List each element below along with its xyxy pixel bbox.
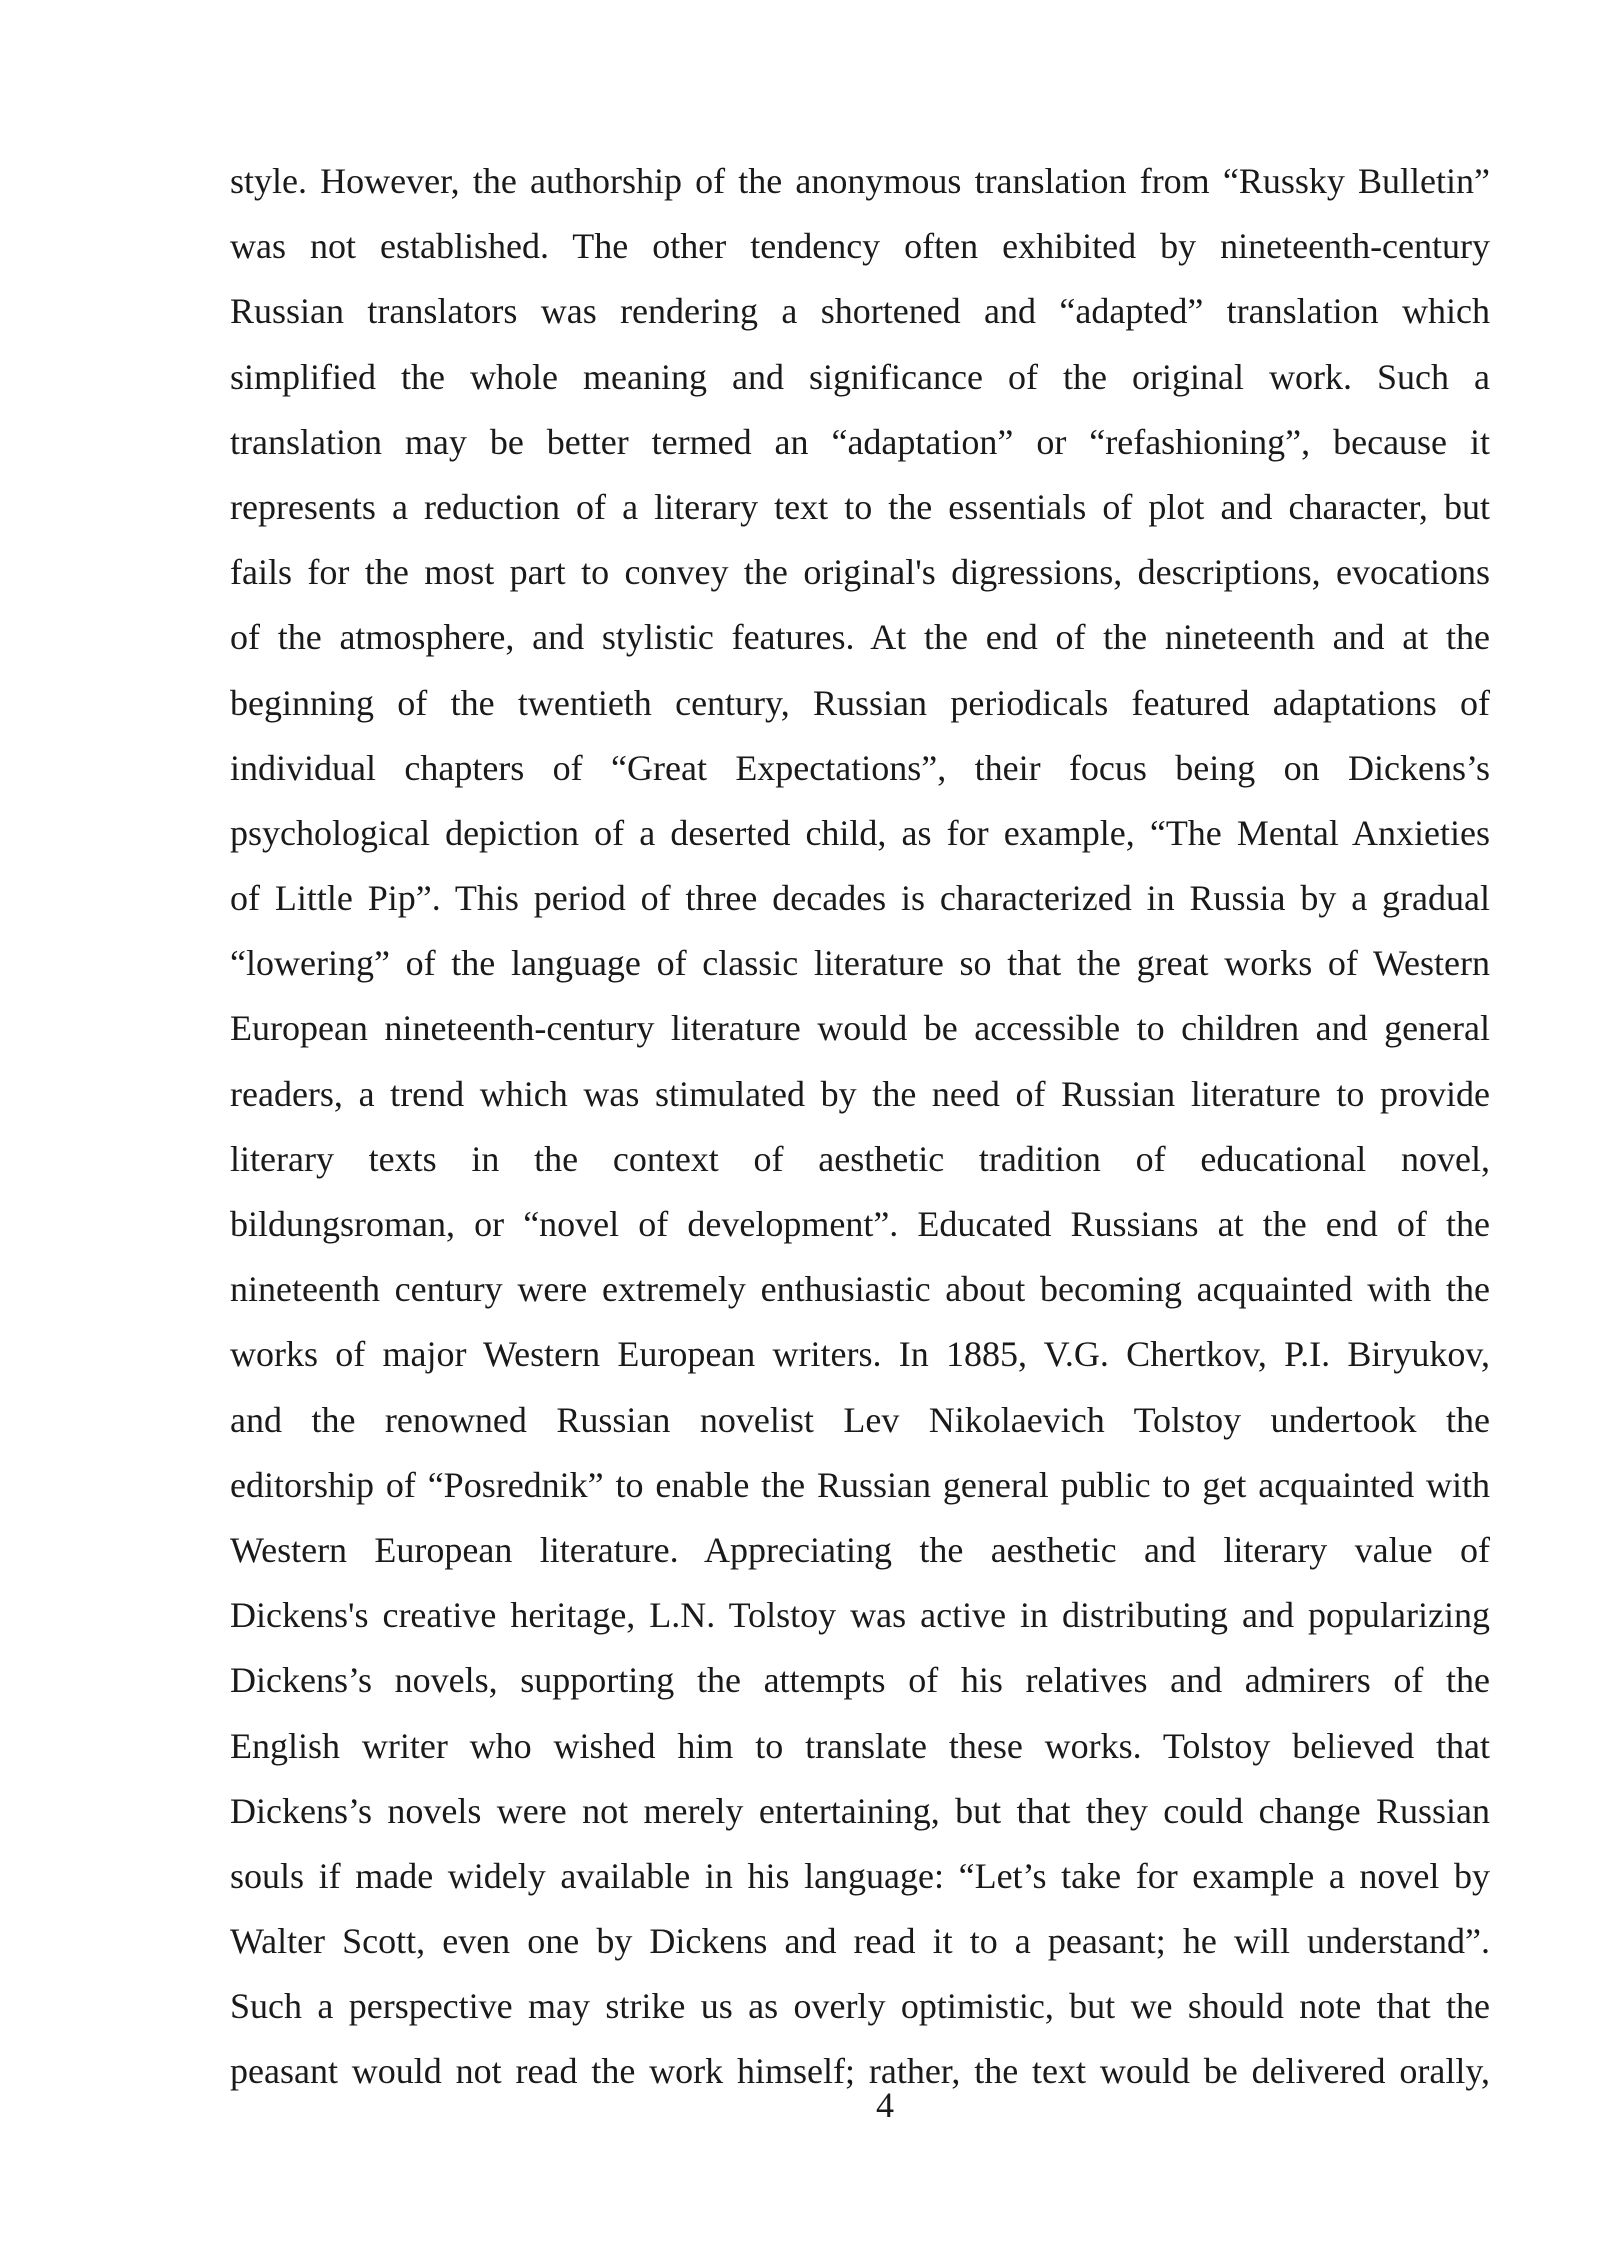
text-line: of the atmosphere, and stylistic features. At the end of the nineteenth and at the	[230, 617, 1490, 658]
text-line: simplified the whole meaning and significance of the original work. Such a	[230, 356, 1490, 397]
text-line: represents a reduction of a literary text to the essentials of plot and character, but	[230, 486, 1490, 527]
text-line: style. However, the authorship of the anonymous translation from “Russky Bulletin”	[230, 161, 1490, 201]
text-line: Dickens’s novels, supporting the attempts of his relatives and admirers of the	[230, 1660, 1490, 1701]
text-line: translation may be better termed an “adaptation” or “refashioning”, because it	[230, 421, 1490, 462]
text-line: Russian translators was rendering a shortened and “adapted” translation which	[230, 291, 1490, 332]
text-line: Dickens’s novels were not merely entertaining, but that they could change Russian	[230, 1790, 1490, 1831]
text-line: of Little Pip”. This period of three decades is characterized in Russia by a gradual	[230, 878, 1490, 919]
text-line: Dickens's creative heritage, L.N. Tolstoy was active in distributing and popularizing	[230, 1595, 1490, 1636]
text-line: readers, a trend which was stimulated by the need of Russian literature to provide	[230, 1073, 1490, 1114]
body-paragraph	[230, 149, 1490, 2105]
text-line: fails for the most part to convey the original's digressions, descriptions, evocations	[230, 552, 1490, 593]
text-line: English writer who wished him to translate these works. Tolstoy believed that	[230, 1725, 1490, 1766]
text-line: peasant would not read the work himself; rather, the text would be delivered orally,	[230, 2051, 1490, 2092]
text-line: was not established. The other tendency often exhibited by nineteenth-century	[230, 226, 1490, 267]
text-line: and the renowned Russian novelist Lev Nikolaevich Tolstoy undertook the	[230, 1399, 1490, 1440]
text-line: Walter Scott, even one by Dickens and read it to a peasant; he will understand”.	[230, 1921, 1490, 1962]
text-line: individual chapters of “Great Expectations”, their focus being on Dickens’s	[230, 747, 1490, 788]
text-line: Such a perspective may strike us as overly optimistic, but we should note that the	[230, 1986, 1490, 2027]
text-line: works of major Western European writers. In 1885, V.G. Chertkov, P.I. Biryukov,	[230, 1334, 1490, 1375]
text-line: nineteenth century were extremely enthusiastic about becoming acquainted with the	[230, 1269, 1490, 1310]
text-line: European nineteenth-century literature would be accessible to children and general	[230, 1008, 1490, 1049]
text-line: editorship of “Posrednik” to enable the Russian general public to get acquainted with	[230, 1464, 1490, 1505]
text-line: “lowering” of the language of classic literature so that the great works of Western	[230, 943, 1490, 984]
text-line: beginning of the twentieth century, Russian periodicals featured adaptations of	[230, 682, 1490, 723]
text-line: Western European literature. Appreciating the aesthetic and literary value of	[230, 1529, 1490, 1570]
text-line: literary texts in the context of aesthetic tradition of educational novel,	[230, 1138, 1490, 1179]
text-line: psychological depiction of a deserted child, as for example, “The Mental Anxieties	[230, 812, 1490, 853]
text-line: souls if made widely available in his language: “Let’s take for example a novel by	[230, 1855, 1490, 1896]
page-number: 4	[876, 2085, 894, 2125]
text-line: bildungsroman, or “novel of development”. Educated Russians at the end of the	[230, 1204, 1490, 1244]
